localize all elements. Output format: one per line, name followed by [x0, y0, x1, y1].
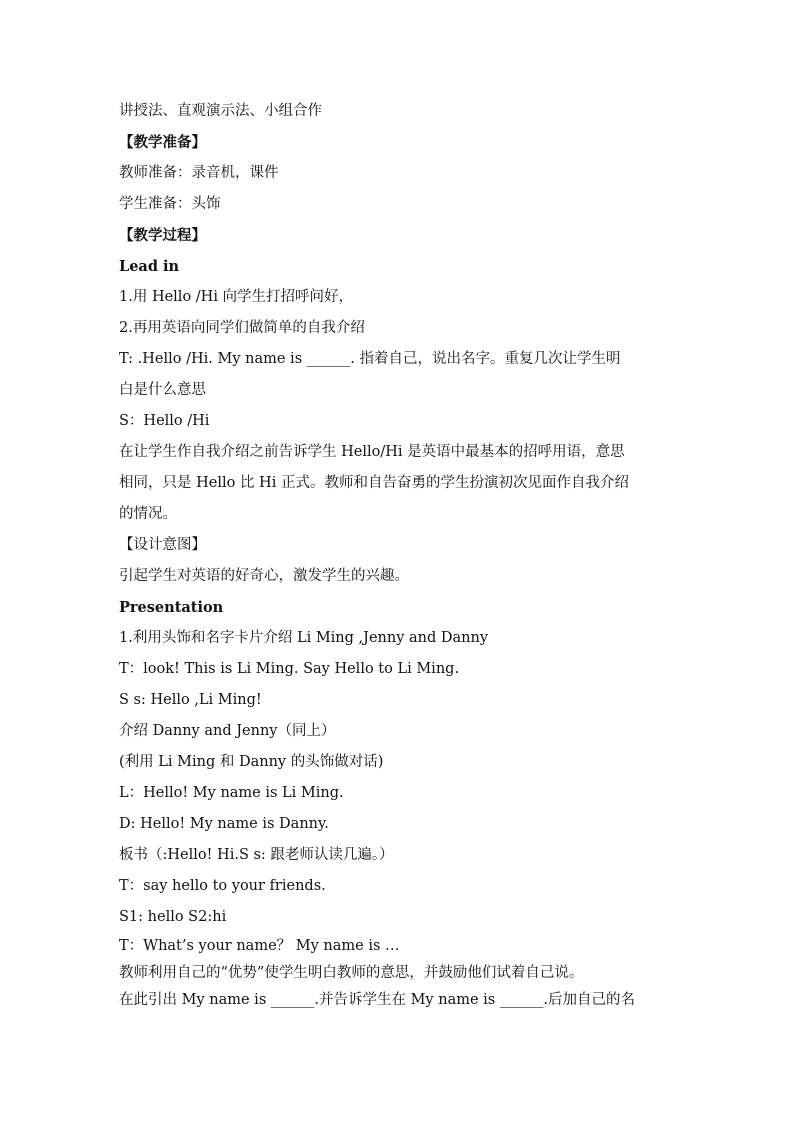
paragraph-line: 引起学生对英语的好奇心，激发学生的兴趣。 [119, 568, 409, 584]
paragraph-line: T：say hello to your friends. [119, 878, 326, 894]
paragraph-line: 1.用 Hello /Hi 向学生打招呼问好， [119, 289, 354, 305]
paragraph-line: 白是什么意思 [119, 382, 206, 398]
paragraph-line: S s: Hello ,Li Ming! [119, 692, 262, 708]
paragraph-line: D: Hello! My name is Danny. [119, 816, 329, 832]
paragraph-line: 板书（:Hello! Hi.S s: 跟老师认读几遍。） [119, 847, 394, 863]
section-heading-teaching-process: 【教学过程】 [119, 227, 206, 244]
paragraph-line: 1.利用头饰和名字卡片介绍 Li Ming ,Jenny and Danny [119, 630, 489, 646]
student-preparation-text: 学生准备：头饰 [119, 196, 221, 212]
document-body [119, 96, 679, 1014]
teacher-preparation-text: 教师准备：录音机，课件 [119, 165, 279, 181]
section-heading-teaching-preparation: 【教学准备】 [119, 134, 206, 151]
subheading-lead-in: Lead in [119, 258, 180, 275]
subheading-presentation: Presentation [119, 599, 224, 616]
paragraph-line: (利用 Li Ming 和 Danny 的头饰做对话) [119, 754, 384, 770]
paragraph-line: T：look! This is Li Ming. Say Hello to Li Ming. [119, 661, 460, 677]
paragraph-line: L：Hello! My name is Li Ming. [119, 785, 344, 801]
teaching-methods-text: 讲授法、直观演示法、小组合作 [119, 103, 322, 119]
paragraph-line: T: .Hello /Hi. My name is ______. 指着自己，说出名字。重复几次让学生明 [119, 351, 621, 367]
paragraph-line: 在让学生作自我介绍之前告诉学生 Hello/Hi 是英语中最基本的招呼用语，意思 [119, 444, 625, 460]
paragraph-line: 2.再用英语向同学们做简单的自我介绍 [119, 320, 365, 336]
paragraph-line: 教师利用自己的“优势”使学生明白教师的意思，并鼓励他们试着自己说。 [119, 965, 584, 981]
paragraph-line: S1: hello S2:hi [119, 909, 227, 925]
paragraph-line: 介绍 Danny and Jenny（同上） [119, 723, 336, 739]
section-heading-design-intent: 【设计意图】 [119, 537, 206, 553]
paragraph-line: 在此引出 My name is ______.并告诉学生在 My name is ______.后加自己的名 [119, 992, 635, 1008]
paragraph-line: T：What’s your name？ My name is … [119, 938, 400, 954]
paragraph-line: 相同，只是 Hello 比 Hi 正式。教师和自告奋勇的学生扮演初次见面作自我介绍 [119, 475, 629, 491]
paragraph-line: 的情况。 [119, 506, 177, 522]
paragraph-line: S：Hello /Hi [119, 413, 210, 429]
